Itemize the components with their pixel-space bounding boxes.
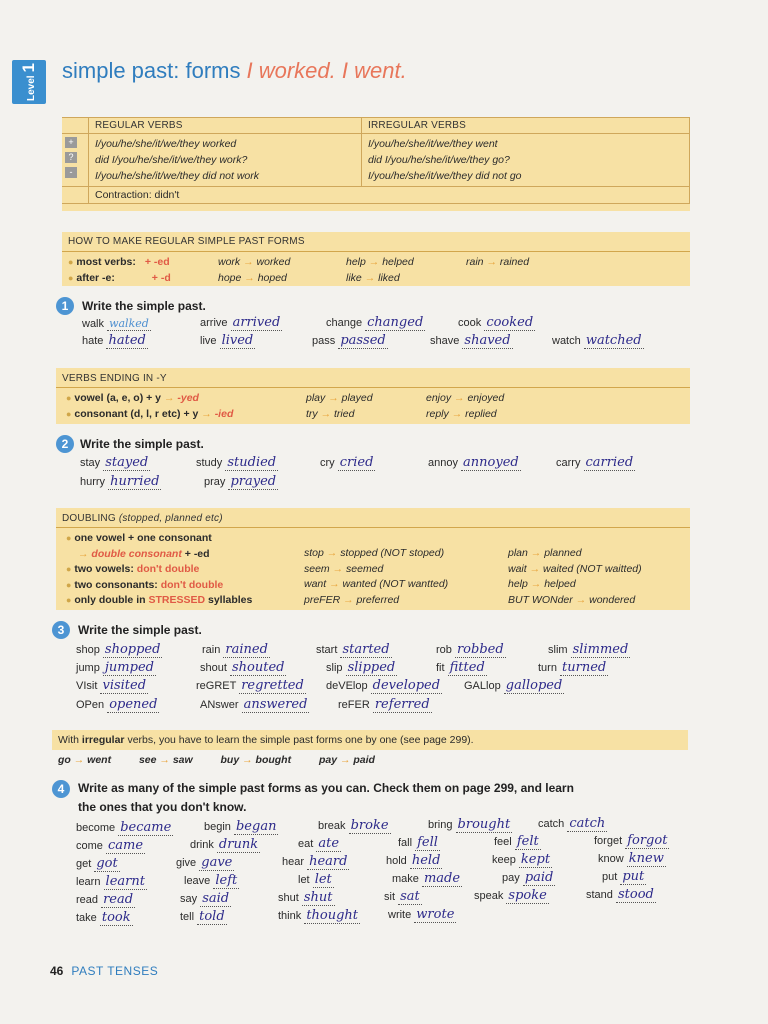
answer-field[interactable]: held <box>411 853 441 868</box>
answer-field[interactable]: got <box>96 856 118 871</box>
ex4-item: catch catch <box>538 816 606 831</box>
example-like: like → liked <box>346 272 400 284</box>
ex2-item: hurry hurried <box>80 474 160 489</box>
answer-field[interactable]: started <box>342 642 390 657</box>
answer-field[interactable]: rained <box>225 642 268 657</box>
answer-field[interactable]: spoke <box>508 888 547 903</box>
ex3-item: fit fitted <box>436 660 485 675</box>
answer-field[interactable]: kept <box>520 852 551 867</box>
answer-field[interactable]: robbed <box>456 642 504 657</box>
exercise-2-instruction: Write the simple past. <box>80 437 204 451</box>
exercise-4-instruction-2: the ones that you don't know. <box>78 800 247 814</box>
irregular-affirmative: I/you/he/she/it/we/they went <box>368 138 498 150</box>
contraction-note: Contraction: didn't <box>89 187 690 204</box>
ex4-item: feel felt <box>494 834 539 849</box>
ex2-item: annoy annoyed <box>428 455 519 470</box>
answer-field[interactable]: said <box>202 891 230 906</box>
answer-field[interactable]: paid <box>524 870 554 885</box>
rule-after-e: after -e: <box>76 272 115 284</box>
ex1-item: walk walked <box>82 317 149 330</box>
ex4-item: begin began <box>204 819 277 834</box>
rule-d: + -d <box>151 272 171 284</box>
answer-field[interactable]: brought <box>457 817 511 832</box>
irregular-verbs-header: IRREGULAR VERBS <box>362 118 690 134</box>
ex4-item: forget forgot <box>594 833 668 848</box>
ex3-item: start started <box>316 642 390 657</box>
divider <box>56 387 690 388</box>
ex1-item: change changed <box>326 315 424 330</box>
answer-field[interactable]: stood <box>617 887 654 902</box>
question-icon: ? <box>65 152 77 163</box>
answer-field[interactable]: visited <box>102 678 147 693</box>
ex4-item: give gave <box>176 855 233 870</box>
answer-field[interactable]: prayed <box>230 474 277 489</box>
ex4-item: pay paid <box>502 870 554 885</box>
answer-field[interactable]: cried <box>339 455 374 470</box>
ex4-item: make made <box>392 871 461 886</box>
ex4-item: sit sat <box>384 889 420 904</box>
answer-field[interactable]: walked <box>109 317 149 330</box>
ex4-item: know knew <box>598 851 664 866</box>
answer-field[interactable]: made <box>423 871 461 886</box>
title-examples: I worked. I went. <box>246 58 407 83</box>
ex4-item: bring brought <box>428 817 511 832</box>
ex4-item: speak spoke <box>474 888 547 903</box>
answer-field[interactable]: shut <box>303 890 333 905</box>
page-footer <box>50 964 158 978</box>
answer-field[interactable]: heard <box>309 854 348 869</box>
ex4-item: read read <box>76 892 134 907</box>
answer-field[interactable]: slipped <box>347 660 396 675</box>
divider <box>62 251 690 252</box>
rule-ed: + -ed <box>144 256 170 268</box>
example-work: work → worked <box>218 256 291 268</box>
answer-field[interactable]: changed <box>367 315 424 330</box>
answer-field[interactable]: jumped <box>104 660 154 675</box>
answer-field[interactable]: regretted <box>241 678 304 693</box>
ex3-item: shop shopped <box>76 642 161 657</box>
ex2-item: cry cried <box>320 455 374 470</box>
exercise-4-number: 4 <box>52 780 70 798</box>
ex1-item: cook cooked <box>458 315 534 330</box>
section-name: PAST TENSES <box>71 964 159 978</box>
ex1-item: live lived <box>200 333 254 348</box>
example-try: try → tried <box>306 408 355 420</box>
irregular-negative: I/you/he/she/it/we/they did not go <box>368 170 522 182</box>
ex3-item: slip slipped <box>326 660 396 675</box>
answer-field[interactable]: took <box>101 910 131 925</box>
page-title: simple past: forms I worked. I went. <box>62 58 407 83</box>
answer-field[interactable]: carried <box>585 455 634 470</box>
ex4-item: tell told <box>180 909 225 924</box>
answer-field[interactable]: learnt <box>105 874 145 889</box>
ex3-item: VIsit visited <box>76 678 147 693</box>
ex4-item: keep kept <box>492 852 551 867</box>
ex4-item: put put <box>602 869 645 884</box>
ex4-item: fall fell <box>398 835 438 850</box>
example-reply: reply → replied <box>426 408 497 420</box>
exercise-4-instruction: Write as many of the simple past forms as you can. Check them on page 299, and learn <box>78 781 574 795</box>
ex3-item: GALlop galloped <box>464 678 563 693</box>
ex3-item: shout shouted <box>200 660 285 675</box>
answer-field[interactable]: broke <box>350 818 389 833</box>
answer-field[interactable]: told <box>199 909 225 924</box>
answer-field[interactable]: arrived <box>232 315 281 330</box>
ex4-item: come came <box>76 838 144 853</box>
answer-field[interactable]: studied <box>227 455 277 470</box>
answer-field[interactable]: shopped <box>104 642 161 657</box>
ex4-item: hold held <box>386 853 441 868</box>
ex2-item: stay stayed <box>80 455 149 470</box>
answer-field[interactable]: felt <box>516 834 539 849</box>
answer-field[interactable]: annoyed <box>463 455 519 470</box>
answer-field[interactable]: hurried <box>110 474 160 489</box>
answer-field[interactable]: lived <box>221 333 254 348</box>
regular-negative: I/you/he/she/it/we/they did not work <box>95 170 260 182</box>
ex1-item: hate hated <box>82 333 146 348</box>
doubling-examples-2: plan → planned wait → waited (NOT waitted) help → helped BUT WONder → wondered <box>508 547 642 606</box>
ex4-item: write wrote <box>388 907 455 922</box>
regular-question: did I/you/he/she/it/we/they work? <box>95 154 248 166</box>
answer-field[interactable]: answered <box>243 697 308 712</box>
verb-table <box>62 117 690 204</box>
ex4-item: stand stood <box>586 887 654 902</box>
doubling-examples-1: stop → stopped (NOT stoped) seem → seemed want → wanted (NOT wantted) preFER → preferred <box>304 547 449 606</box>
ex3-item: reFER referred <box>338 697 430 712</box>
answer-field[interactable]: opened <box>109 697 158 712</box>
example-hope: hope → hoped <box>218 272 287 284</box>
example-rain: rain → rained <box>466 256 530 268</box>
regular-forms-header: HOW TO MAKE REGULAR SIMPLE PAST FORMS <box>68 236 305 247</box>
bullet-icon: ● <box>68 273 74 283</box>
ex4-item: get got <box>76 856 118 871</box>
answer-field[interactable]: shaved <box>464 333 511 348</box>
ex1-item: shave shaved <box>430 333 511 348</box>
ex3-item: turn turned <box>538 660 607 675</box>
doubling-rules: ● one vowel + one consonant → double consonant + -ed ● two vowels: don't double ● two consonants: don't double ● only double in STRESSED syllables <box>66 532 253 607</box>
answer-field[interactable]: drunk <box>218 837 259 852</box>
answer-field[interactable]: galloped <box>505 678 563 693</box>
ex4-item: think thought <box>278 908 359 923</box>
ex4-item: eat ate <box>298 836 340 851</box>
page-number: 46 <box>50 964 64 978</box>
answer-field[interactable]: ate <box>318 836 340 851</box>
ex2-item: carry carried <box>556 455 634 470</box>
answer-field[interactable]: read <box>103 892 134 907</box>
y-rule-2: ● consonant (d, l, r etc) + y → -ied <box>66 408 234 420</box>
answer-field[interactable]: stayed <box>105 455 149 470</box>
answer-field[interactable]: came <box>107 838 144 853</box>
answer-field[interactable]: developed <box>372 678 441 693</box>
ex4-item: hear heard <box>282 854 348 869</box>
ex3-item: deVElop developed <box>326 678 441 693</box>
answer-field[interactable]: watched <box>585 333 642 348</box>
doubling-header: DOUBLING (stopped, planned etc) <box>62 513 223 524</box>
ex4-item: break broke <box>318 818 389 833</box>
ex3-item: slim slimmed <box>548 642 629 657</box>
answer-field[interactable]: sat <box>400 889 420 904</box>
answer-field[interactable]: catch <box>569 816 606 831</box>
answer-field[interactable]: knew <box>628 851 664 866</box>
answer-field[interactable]: let <box>314 872 332 887</box>
answer-field[interactable]: became <box>120 820 172 835</box>
ex2-item: study studied <box>196 455 277 470</box>
ex3-item: rob robbed <box>436 642 504 657</box>
answer-field[interactable]: hated <box>108 333 146 348</box>
bullet-icon: ● <box>68 257 74 267</box>
answer-field[interactable]: wrote <box>416 907 455 922</box>
ex1-item: arrive arrived <box>200 315 281 330</box>
minus-icon: - <box>65 167 77 178</box>
y-rules-header: VERBS ENDING IN -Y <box>62 373 167 384</box>
ex4-item: become became <box>76 820 172 835</box>
ex3-item: OPen opened <box>76 697 158 712</box>
answer-field[interactable]: left <box>215 873 238 888</box>
regular-affirmative: I/you/he/she/it/we/they worked <box>95 138 237 150</box>
example-play: play → played <box>306 392 373 404</box>
regular-verbs-header: REGULAR VERBS <box>89 118 362 134</box>
irregular-question: did I/you/he/she/it/we/they go? <box>368 154 510 166</box>
answer-field[interactable]: fitted <box>449 660 485 675</box>
exercise-1-instruction: Write the simple past. <box>82 299 206 313</box>
answer-field[interactable]: cooked <box>486 315 534 330</box>
answer-field[interactable]: slimmed <box>572 642 629 657</box>
answer-field[interactable]: turned <box>562 660 607 675</box>
ex1-item: watch watched <box>552 333 642 348</box>
ex2-item: pray prayed <box>204 474 277 489</box>
y-rule-1: ● vowel (a, e, o) + y → -yed <box>66 392 199 404</box>
ex3-item: jump jumped <box>76 660 154 675</box>
answer-field[interactable]: fell <box>417 835 438 850</box>
answer-field[interactable]: passed <box>340 333 386 348</box>
answer-field[interactable]: referred <box>374 697 430 712</box>
answer-field[interactable]: forgot <box>627 833 668 848</box>
ex4-item: say said <box>180 891 230 906</box>
irregular-examples: go → went see → saw buy → bought pay → paid <box>58 754 375 766</box>
ex4-item: leave left <box>184 873 238 888</box>
answer-field[interactable]: put <box>622 869 645 884</box>
answer-field[interactable]: gave <box>201 855 233 870</box>
verb-table-box <box>62 117 690 211</box>
ex3-item: rain rained <box>202 642 268 657</box>
answer-field[interactable]: thought <box>306 908 359 923</box>
ex3-item: reGRET regretted <box>196 678 304 693</box>
exercise-1-number: 1 <box>56 297 74 315</box>
answer-field[interactable]: began <box>235 819 277 834</box>
ex4-item: drink drunk <box>190 837 259 852</box>
ex1-item: pass passed <box>312 333 386 348</box>
plus-icon: + <box>65 137 77 148</box>
irregular-note: With irregular verbs, you have to learn the simple past forms one by one (see page 299). <box>58 734 474 746</box>
ex4-item: learn learnt <box>76 874 145 889</box>
level-tab: Level1 <box>12 60 46 104</box>
divider <box>56 527 690 528</box>
ex4-item: take took <box>76 910 131 925</box>
example-enjoy: enjoy → enjoyed <box>426 392 505 404</box>
example-help: help → helped <box>346 256 414 268</box>
exercise-3-instruction: Write the simple past. <box>78 623 202 637</box>
ex4-item: let let <box>298 872 332 887</box>
exercise-2-number: 2 <box>56 435 74 453</box>
answer-field[interactable]: shouted <box>231 660 285 675</box>
ex4-item: shut shut <box>278 890 333 905</box>
exercise-3-number: 3 <box>52 621 70 639</box>
rule-most-verbs: most verbs: <box>76 256 136 268</box>
ex3-item: ANswer answered <box>200 697 308 712</box>
